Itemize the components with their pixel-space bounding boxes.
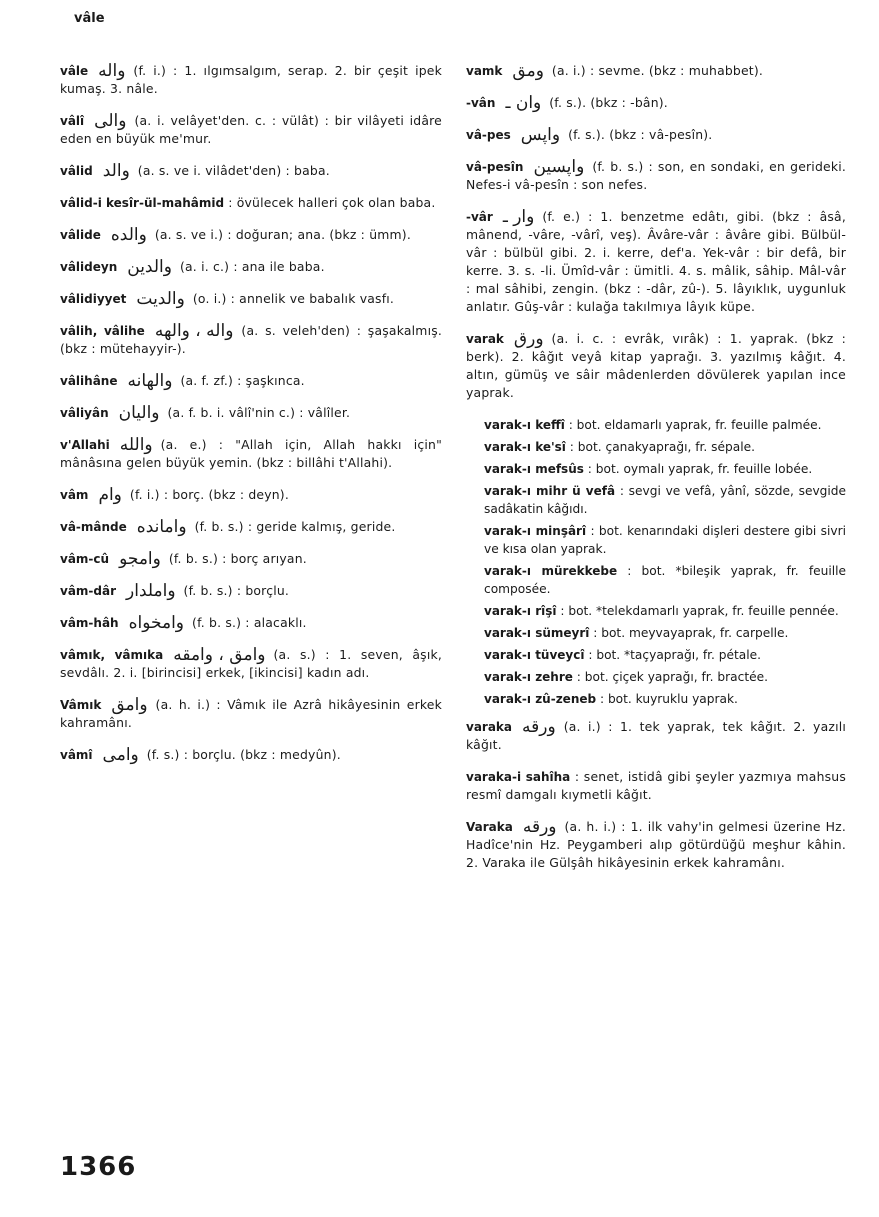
sub-entry-definition: : bot. oymalı yaprak, fr. feuille lobée. <box>587 462 813 476</box>
sub-entry <box>466 690 846 708</box>
entry-definition: (f. s.). (bkz : vâ-pesîn). <box>568 127 713 142</box>
entry-headword: varaka <box>466 720 513 734</box>
sub-entry-headword: varak-ı rîşî <box>484 604 557 618</box>
sub-entry-headword: varak-ı mihr ü vefâ <box>484 484 616 498</box>
entry-definition: : senet, istidâ gibi şeyler yazmıya mahsus resmî damgalı kıymetli kâğıt. <box>466 769 846 802</box>
sub-entry-headword: varak-ı zehre <box>484 670 573 684</box>
entry-definition: (a. i. c.) : ana ile baba. <box>179 259 325 274</box>
entry-arabic-script: وار ـ <box>502 207 535 227</box>
entry-arabic-script: واپسين <box>533 157 585 177</box>
dictionary-entry <box>466 208 846 316</box>
entry-headword: Varaka <box>466 820 513 834</box>
sub-entry <box>466 602 846 620</box>
sub-entry-definition: : bot. *telekdamarlı yaprak, fr. feuille pennée. <box>560 604 839 618</box>
sub-entry <box>466 624 846 642</box>
entry-definition: (a. f. b. i. vâlî'nin c.) : vâlîler. <box>167 405 351 420</box>
dictionary-entry <box>60 112 442 148</box>
dictionary-entry <box>60 322 442 358</box>
entry-headword: vâm-cû <box>60 552 110 566</box>
sub-entry <box>466 438 846 456</box>
entry-arabic-script: واليان <box>118 403 160 423</box>
sub-entry-headword: varak-ı tüveycî <box>484 648 585 662</box>
dictionary-entry <box>60 226 442 244</box>
entry-arabic-script: والى <box>94 111 127 131</box>
entry-headword: vâm-hâh <box>60 616 119 630</box>
entry-headword: varak <box>466 332 504 346</box>
entry-definition: (a. s. ve i. vilâdet'den) : baba. <box>137 163 330 178</box>
entry-headword: varaka-i sahîha <box>466 770 571 784</box>
entry-headword: vâle <box>60 64 89 78</box>
dictionary-entry <box>466 62 846 80</box>
dictionary-entry <box>466 94 846 112</box>
entry-headword: vâ-pesîn <box>466 160 524 174</box>
entry-definition: (f. b. s.) : borçlu. <box>183 583 290 598</box>
dictionary-entry <box>60 486 442 504</box>
entry-arabic-script: وام <box>98 485 122 505</box>
dictionary-entry <box>60 194 442 212</box>
entry-arabic-script: وامق ، وامقه <box>173 645 266 665</box>
entry-headword: vâlideyn <box>60 260 118 274</box>
entry-definition: (f. b. s.) : borç arıyan. <box>168 551 307 566</box>
entry-definition: (a. f. zf.) : şaşkınca. <box>180 373 305 388</box>
entry-headword: vâlih, vâlihe <box>60 324 145 338</box>
entry-arabic-script: واله ، والهه <box>154 321 234 341</box>
entry-headword: vâlidiyyet <box>60 292 127 306</box>
entry-arabic-script: ومق <box>512 61 544 81</box>
dictionary-entry <box>466 158 846 194</box>
entry-definition: (f. s.). (bkz : -bân). <box>549 95 668 110</box>
entry-headword: vâlihâne <box>60 374 118 388</box>
entry-arabic-script: والله <box>119 435 153 455</box>
entry-arabic-script: واپس <box>520 125 561 145</box>
entry-definition: (f. b. s.) : son, en sondaki, en gerideki. Nefes-i vâ-pesîn : son nefes. <box>466 159 846 192</box>
dictionary-entry <box>60 404 442 422</box>
entry-definition: (a. s. ve i.) : doğuran; ana. (bkz : ümm). <box>154 227 411 242</box>
entry-arabic-script: والده <box>110 225 147 245</box>
entry-headword: -vâr <box>466 210 493 224</box>
entry-arabic-script: وامانده <box>136 517 187 537</box>
entry-headword: vâliyân <box>60 406 109 420</box>
dictionary-entry <box>60 746 442 764</box>
dictionary-entry <box>60 646 442 682</box>
entry-arabic-script: واملدار <box>126 581 176 601</box>
sub-entry-definition: : bot. çanakyaprağı, fr. sépale. <box>569 440 755 454</box>
sub-entry <box>466 482 846 518</box>
dictionary-entry <box>60 550 442 568</box>
dictionary-entry <box>60 696 442 732</box>
entry-arabic-script: ورق <box>513 329 544 349</box>
sub-entry <box>466 646 846 664</box>
dictionary-entry <box>466 818 846 872</box>
entry-headword: vâlide <box>60 228 101 242</box>
entry-definition: (o. i.) : annelik ve babalık vasfı. <box>192 291 395 306</box>
entry-headword: vâlid-i kesîr-ül-mahâmid <box>60 196 225 210</box>
dictionary-entry <box>60 372 442 390</box>
sub-entry-definition: : bot. *taçyaprağı, fr. pétale. <box>588 648 762 662</box>
sub-entry-headword: varak-ı ke'sî <box>484 440 566 454</box>
entry-definition: (a. e.) : "Allah için, Allah hakkı için" mânâsına gelen büyük yemin. (bkz : billâhi t'Allahi). <box>60 437 442 470</box>
dictionary-entry <box>60 258 442 276</box>
entry-headword: vâmî <box>60 748 93 762</box>
sub-entry-headword: varak-ı minşârî <box>484 524 587 538</box>
entry-arabic-script: ورقه <box>522 817 557 837</box>
sub-entry-headword: varak-ı mefsûs <box>484 462 584 476</box>
entry-headword: vâ-mânde <box>60 520 127 534</box>
dictionary-entry <box>466 768 846 804</box>
sub-entry <box>466 416 846 434</box>
dictionary-entry <box>60 582 442 600</box>
sub-entry-headword: varak-ı mürekkebe <box>484 564 618 578</box>
dictionary-entry <box>60 614 442 632</box>
entry-arabic-script: وامى <box>102 745 139 765</box>
sub-entry-headword: varak-ı zû-zeneb <box>484 692 597 706</box>
dictionary-entry <box>60 162 442 180</box>
entry-arabic-script: وان ـ <box>505 93 542 113</box>
entry-definition: : övülecek halleri çok olan baba. <box>228 195 436 210</box>
entry-definition: (f. b. s.) : alacaklı. <box>192 615 307 630</box>
entry-arabic-script: وامق <box>111 695 148 715</box>
left-column <box>60 62 442 778</box>
entry-definition: (a. h. i.) : 1. ilk vahy'in gelmesi üzerine Hz. Hadîce'nin Hz. Peygamberi alıp götürdüğü meşhur kâhin. 2. Varaka ile Gülşâh hikâyesinin erkek kahramânı. <box>466 819 846 870</box>
page-number: 1366 <box>60 1152 137 1182</box>
entry-headword: v'Allahi <box>60 438 110 452</box>
entry-definition: (a. s.) : 1. seven, âşık, sevdâlı. 2. i. [birincisi] erkek, [ikincisi] kadın adı. <box>60 647 442 680</box>
entry-headword: vâm-dâr <box>60 584 117 598</box>
sub-entry <box>466 562 846 598</box>
entry-arabic-script: وامخواه <box>128 613 185 633</box>
entry-definition: (a. i. c. : evrâk, vırâk) : 1. yaprak. (bkz : berk). 2. kâğıt veyâ kitap yaprağı. 3. yazılmış kâğıt. 4. altın, gümüş ve sâir mâdenlerden dövülerek yapılan ince yaprak. <box>466 331 846 400</box>
sub-entry-headword: varak-ı sümeyrî <box>484 626 590 640</box>
sub-entry-definition: : bot. kenarındaki dişleri destere gibi sivri ve kısa olan yaprak. <box>484 524 847 556</box>
dictionary-entry <box>60 62 442 98</box>
entry-definition: (a. i.) : 1. tek yaprak, tek kâğıt. 2. yazılı kâğıt. <box>466 719 846 752</box>
entry-headword: Vâmık <box>60 698 102 712</box>
entry-headword: -vân <box>466 96 496 110</box>
sub-entry-definition: : bot. *bileşik yaprak, fr. feuille composée. <box>484 564 846 596</box>
dictionary-entry <box>60 436 442 472</box>
entry-arabic-script: والد <box>102 161 130 181</box>
entry-headword: vâm <box>60 488 89 502</box>
entry-definition: (f. b. s.) : geride kalmış, geride. <box>194 519 396 534</box>
sub-entry-definition: : bot. eldamarlı yaprak, fr. feuille palmée. <box>568 418 822 432</box>
dictionary-entry <box>466 718 846 754</box>
entry-definition: (f. i.) : borç. (bkz : deyn). <box>129 487 289 502</box>
dictionary-entry <box>466 330 846 402</box>
dictionary-entry <box>60 290 442 308</box>
right-column <box>466 62 846 886</box>
entry-definition: (f. e.) : 1. benzetme edâtı, gibi. (bkz : âsâ, mânend, -vâre, -vârî, veş). Âvâre-vâr : âvâre gibi. Bülbül-vâr : bülbül gibi. 2. i. kerre, def'a. Yek-vâr : bir defâ, bir kerre. 3. s. -li. Ümîd-vâr : ümitli. 4. s. mâlik, sâhip. Mâl-vâr : mal sâhibi, zengin. (bkz : -dâr, zû-). 5. lâyıklık, uygunluk anlatır. Gûş-vâr : kulağa takılmıya lâyık küpe. <box>466 209 846 314</box>
sub-entry-headword: varak-ı keffî <box>484 418 565 432</box>
entry-definition: (f. s.) : borçlu. (bkz : medyûn). <box>146 747 341 762</box>
entry-headword: vamk <box>466 64 503 78</box>
running-head: vâle <box>74 11 105 26</box>
entry-definition: (a. h. i.) : Vâmık ile Azrâ hikâyesinin erkek kahramânı. <box>60 697 442 730</box>
entry-arabic-script: والهانه <box>127 371 173 391</box>
entry-headword: vâ-pes <box>466 128 511 142</box>
entry-definition: (a. i.) : sevme. (bkz : muhabbet). <box>551 63 764 78</box>
entry-arabic-script: وامجو <box>119 549 161 569</box>
sub-entry-definition: : bot. çiçek yaprağı, fr. bractée. <box>576 670 768 684</box>
entry-arabic-script: والديت <box>136 289 185 309</box>
sub-entry-definition: : sevgi ve vefâ, yânî, sözde, sevgide sadâkatin kâğıdı. <box>484 484 847 516</box>
entry-arabic-script: ورقه <box>522 717 556 737</box>
entry-headword: vâlid <box>60 164 93 178</box>
sub-entry <box>466 460 846 478</box>
entry-definition: (a. s. veleh'den) : şaşakalmış. (bkz : mütehayyir-). <box>60 323 443 356</box>
dictionary-entry <box>60 518 442 536</box>
entry-arabic-script: واله <box>98 61 126 81</box>
sub-entry <box>466 522 846 558</box>
sub-entry <box>466 668 846 686</box>
sub-entry-definition: : bot. kuyruklu yaprak. <box>599 692 738 706</box>
entry-headword: vâlî <box>60 114 85 128</box>
entry-arabic-script: والدين <box>127 257 172 277</box>
entry-headword: vâmık, vâmıka <box>60 648 164 662</box>
entry-definition: (f. i.) : 1. ılgımsalgım, serap. 2. bir çeşit ipek kumaş. 3. nâle. <box>60 63 442 96</box>
sub-entry-definition: : bot. meyvayaprak, fr. carpelle. <box>593 626 789 640</box>
dictionary-entry <box>466 126 846 144</box>
entry-definition: (a. i. velâyet'den. c. : vülât) : bir vilâyeti idâre eden en büyük me'mur. <box>60 113 442 146</box>
